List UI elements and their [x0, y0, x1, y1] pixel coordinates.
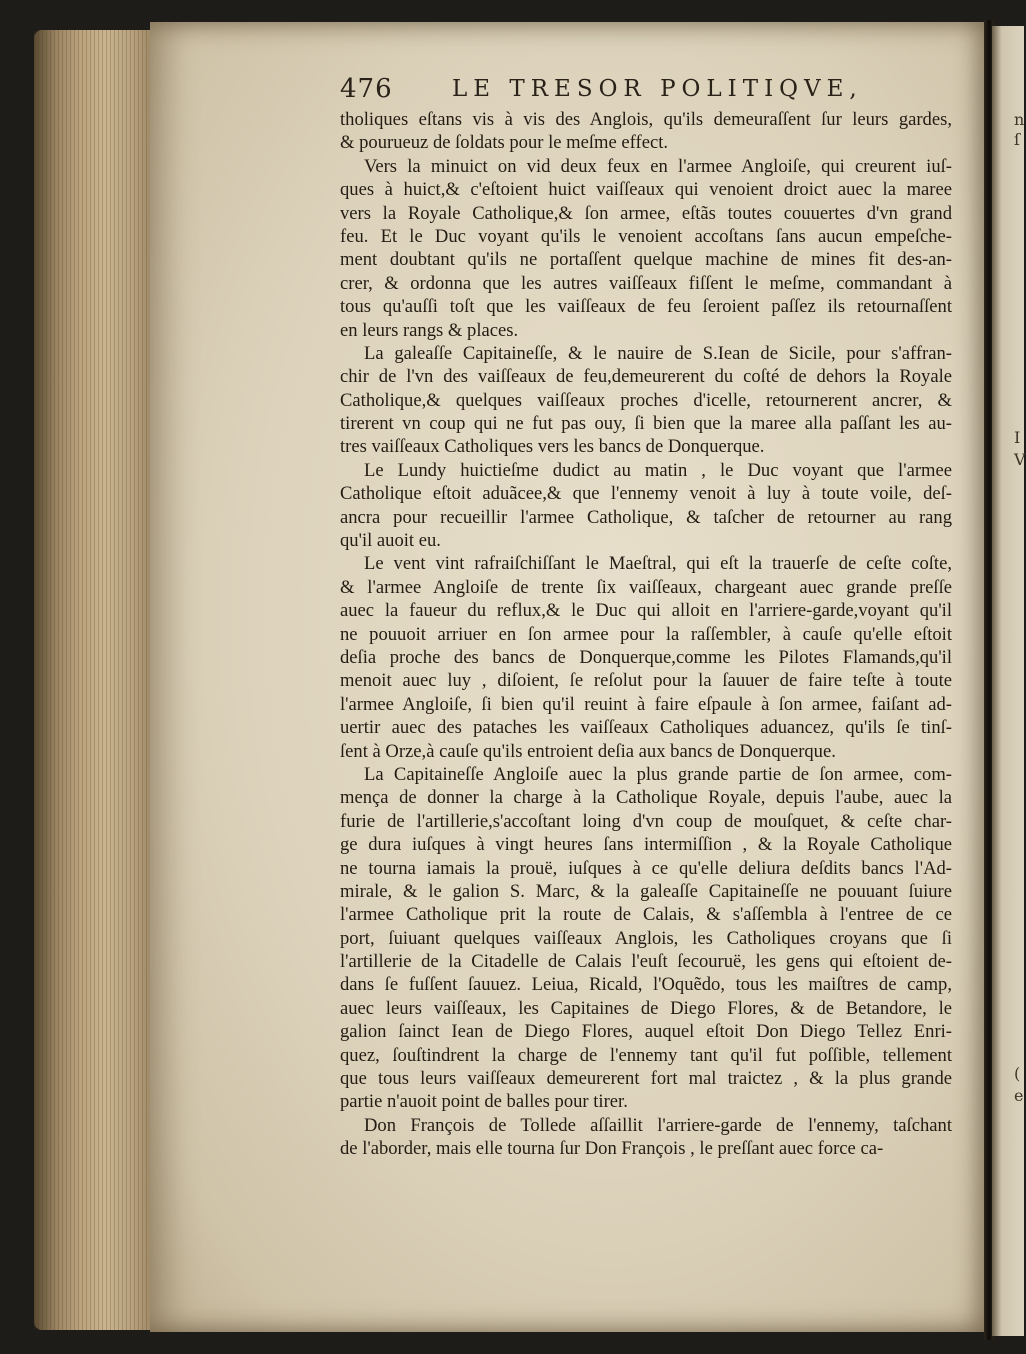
paragraph	[340, 1114, 952, 1161]
text-line: furie de l'artillerie,s'accoſtant loing d'vn coup de mouſquet, & ceſte char-	[340, 810, 952, 832]
text-line: tous qu'auſſi toſt que les vaiſſeaux de feu ſeroient paſſez ils retournaſſent	[340, 296, 952, 318]
text-line: Vers la minuict on vid deux feux en l'armee Angloiſe, qui creurent iuſ-	[364, 155, 952, 177]
text-line: mença de donner la charge à la Catholique Royale, depuis l'aube, auec la	[340, 787, 952, 809]
body-text	[340, 108, 952, 1161]
facing-page	[992, 26, 1024, 1336]
text-line: tholiques eſtans vis à vis des Anglois, qu'ils demeuraſſent ſur leurs gardes,	[340, 109, 952, 130]
facing-page-fragment: V	[1014, 450, 1026, 469]
facing-page-fragment: (	[1014, 1064, 1021, 1083]
text-line: galion ſainct Iean de Diego Flores, auquel eſtoit Don Diego Tellez Enri-	[340, 1021, 952, 1043]
text-line: menoit auec luy , diſoient, ſe reſolut pour la ſauuer de faire teſte à toute	[340, 670, 952, 692]
text-line: dans ſe fuſſent ſauuez. Leiua, Ricald, l'Oquẽdo, tous les maiſtres de camp,	[340, 974, 952, 996]
text-line: ſent à Orze,à cauſe qu'ils entroient deſia aux bancs de Donquerque.	[340, 740, 836, 762]
text-line: tres vaiſſeaux Catholiques vers les bancs de Donquerque.	[340, 436, 765, 458]
text-line: feu. Et le Duc voyant qu'ils le venoient accoſtans ſans aucun empeſche-	[340, 225, 952, 247]
text-line: Le vent vint rafraiſchiſſant le Maeſtral, qui eſt la trauerſe de ceſte coſte,	[364, 553, 952, 575]
text-line: La galeaſſe Capitaineſſe, & le nauire de S.Iean de Sicile, pour s'affran-	[364, 342, 952, 364]
text-line: de l'aborder, mais elle tourna ſur Don François , le preſſant auec force ca-	[340, 1138, 884, 1160]
paragraph	[340, 763, 952, 1114]
paragraph	[340, 552, 952, 763]
text-line: & pourueuz de ſoldats pour le meſme effect.	[340, 132, 669, 154]
text-line: Don François de Tollede aſſaillit l'arriere-garde de l'ennemy, taſchant	[364, 1114, 952, 1136]
text-line: auec leurs vaiſſeaux, les Capitaines de Diego Flores, & de Betandore, le	[340, 997, 952, 1019]
facing-page-fragment: e	[1014, 1086, 1024, 1105]
book-page-edge	[34, 30, 164, 1330]
paragraph	[340, 108, 952, 155]
facing-page-fragment: n	[1014, 110, 1025, 129]
text-line: l'armee Catholique prit la route de Calais, & s'aſſembla à l'entree de ce	[340, 904, 952, 926]
text-line: Catholique,& quelques vaiſſeaux proches d'icelle, retournerent ancrer, &	[340, 389, 952, 411]
text-line: uertir auec des pataches les vaiſſeaux Catholiques aduancez, qu'ils ſe tinſ-	[340, 717, 952, 739]
text-line: mirale, & le galion S. Marc, & la galeaſſe Capitaineſſe ne pouuant ſuiure	[340, 880, 952, 902]
text-line: qu'il auoit eu.	[340, 530, 441, 552]
text-line: ge dura iuſques à vingt heures ſans intermiſſion , & la Royale Catholique	[340, 834, 952, 856]
text-line: La Capitaineſſe Angloiſe auec la plus grande partie de ſon armee, com-	[364, 763, 952, 785]
book-title: LE TRESOR POLITIQVE,	[452, 76, 863, 102]
text-line: ancra pour recueillir l'armee Catholique, & taſcher de retourner au rang	[340, 506, 952, 528]
paragraph	[340, 155, 952, 342]
text-line: partie n'auoit point de balles pour tirer.	[340, 1091, 628, 1113]
text-line: ment doubtant qu'ils ne portaſſent quelque machine de mines fit des-an-	[340, 249, 952, 271]
text-line: l'armee Angloiſe, ſi bien qu'il reuint à faire eſpaule à ſon armee, faiſant ad-	[340, 693, 952, 715]
text-line: vers la Royale Catholique,& ſon armee, eſtãs toutes couuertes d'vn grand	[340, 202, 952, 224]
text-line: Le Lundy huictieſme dudict au matin , le Duc voyant que l'armee	[364, 459, 952, 481]
text-line: quez, ſouſtindrent la charge de l'ennemy tant qu'il fut poſſible, tellement	[340, 1044, 952, 1066]
facing-page-fragment: I	[1014, 428, 1021, 447]
text-line: ne pouuoit arriuer en ſon armee pour la raſſembler, à cauſe qu'elle eſtoit	[340, 623, 952, 645]
text-line: tirerent vn coup qui ne fut pas ouy, ſi bien que la maree alla paſſant les au-	[340, 413, 952, 435]
text-line: que tous leurs vaiſſeaux demeurerent fort mal traictez , & la plus grande	[340, 1068, 952, 1090]
text-line: crer, & ordonna que les autres vaiſſeaux fiſſent le meſme, commandant à	[340, 272, 952, 294]
facing-page-fragment: ſ	[1014, 130, 1020, 149]
text-line: ques à huict,& c'eſtoient huict vaiſſeaux qui venoient droict auec la maree	[340, 179, 952, 201]
text-line: chir de l'vn des vaiſſeaux de feu,demeurerent du coſté de dehors la Royale	[340, 366, 952, 388]
text-line: Catholique eſtoit aduãcee,& que l'ennemy venoit à luy à toute voile, deſ-	[340, 483, 952, 505]
paragraph	[340, 459, 952, 553]
text-line: auec la faueur du reflux,& le Duc qui alloit en l'arriere-garde,voyant qu'il	[340, 600, 952, 622]
paragraph	[340, 342, 952, 459]
page-number: 476	[340, 74, 393, 104]
text-line: en leurs rangs & places.	[340, 319, 519, 341]
text-line: & l'armee Angloiſe de trente ſix vaiſſeaux, chargeant auec grande preſſe	[340, 576, 952, 598]
text-line: port, ſuiuant quelques vaiſſeaux Anglois, les Catholiques croyans que ſi	[340, 927, 952, 949]
running-header	[340, 74, 863, 110]
text-line: deſia proche des bancs de Donquerque,comme les Pilotes Flamands,qu'il	[340, 646, 952, 668]
text-line: ne tourna iamais la prouë, iuſques à ce qu'elle deliura deſdits bancs l'Ad-	[340, 857, 952, 879]
text-line: l'artillerie de la Citadelle de Calais l'euſt ſecouruë, les gens qui eſtoient de-	[340, 951, 952, 973]
